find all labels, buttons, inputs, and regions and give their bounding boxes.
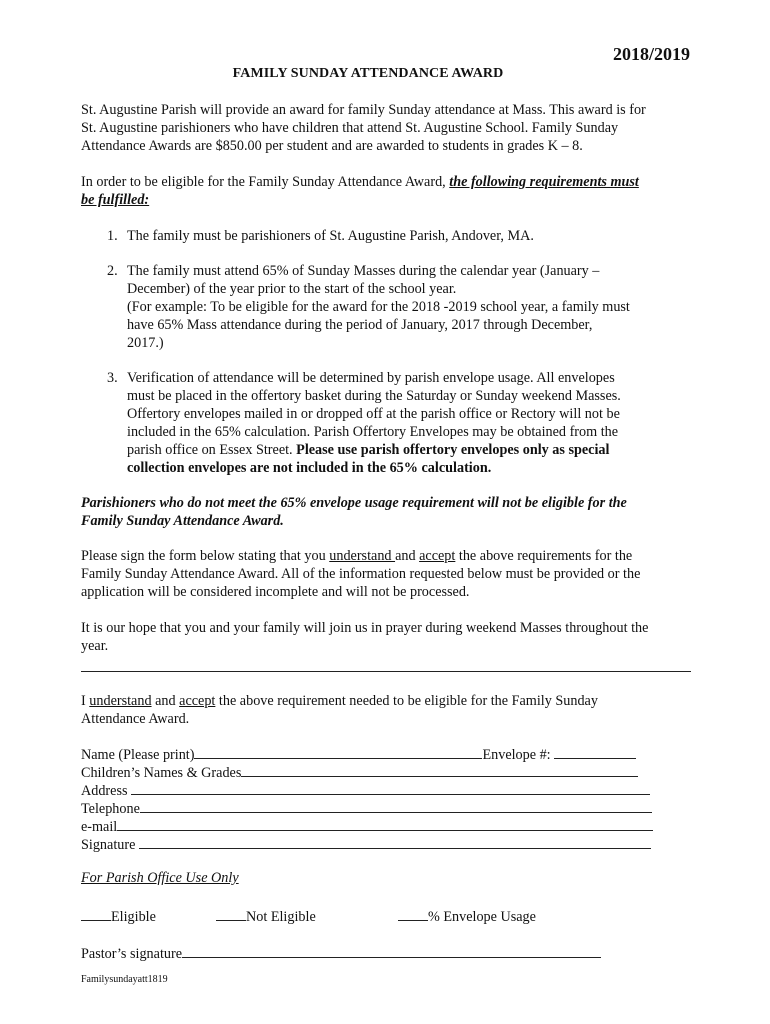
accept-underlined: accept [179,693,216,709]
understand-underlined: understand [89,693,152,709]
section-divider [81,671,691,672]
envelope-notice: Please use parish offertory envelopes only as special [296,442,610,458]
requirement-2 [107,262,693,352]
email-label: e-mail [81,819,118,835]
signature-row [81,835,651,854]
pastor-signature-field[interactable] [182,944,517,958]
address-row [81,781,650,800]
instruction-text: and [395,548,420,564]
understand-underlined: understand [329,548,396,564]
requirement-line: parish office on Essex Street. [127,442,297,458]
children-names-field[interactable] [241,763,638,777]
eligible-label: Eligible [111,909,156,925]
hope-line: It is our hope that you and your family will join us in prayer during weekend Masses throughout the [81,620,649,636]
ineligibility-warning [81,494,691,530]
requirement-line: must be placed in the offertory basket during the Saturday or Sunday weekend Masses. [127,388,621,404]
requirement-line: 2017.) [127,335,164,351]
instruction-line: Family Sunday Attendance Award. All of the information requested below must be provided or the [81,566,641,582]
pastor-signature-row [81,944,601,963]
requirement-line: have 65% Mass attendance during the period of January, 2017 through December, [127,317,593,333]
eligibility-paragraph [81,173,691,209]
instruction-line: application will be considered incomplete and will not be processed. [81,584,470,600]
acknowledgement-paragraph [81,692,691,728]
not-eligible-label: Not Eligible [246,909,316,925]
accept-underlined: accept [419,548,456,564]
telephone-label: Telephone [81,801,140,817]
not-eligible-blank[interactable] [216,907,246,921]
email-field[interactable] [117,817,653,831]
hope-paragraph [81,619,691,655]
envelope-number-field[interactable] [554,745,636,759]
ack-text: and [151,693,180,709]
pastor-date-field[interactable] [517,944,601,958]
eligible-blank[interactable] [81,907,111,921]
signature-label: Signature [81,837,139,853]
requirement-line: Offertory envelopes mailed in or dropped off at the parish office or Rectory will not be [127,406,620,422]
sign-instructions [81,547,691,601]
warning-line: Family Sunday Attendance Award. [81,513,284,529]
requirement-line: Verification of attendance will be determined by parish envelope usage. All envelopes [127,370,615,386]
intro-line: St. Augustine Parish will provide an award for family Sunday attendance at Mass. This award is for [81,102,646,118]
requirement-1 [107,227,693,245]
address-label: Address [81,783,132,799]
school-year: 2018/2019 [612,44,690,64]
envelope-usage-check [398,907,536,926]
office-use-heading: For Parish Office Use Only [81,870,239,886]
instruction-text: the above requirements for the [455,548,633,564]
requirement-3 [107,369,693,477]
name-field[interactable] [194,745,482,759]
eligible-check [81,907,156,926]
children-label: Children’s Names & Grades [81,765,242,781]
intro-paragraph [81,101,691,155]
intro-line: St. Augustine parishioners who have children that attend St. Augustine School. Family Sunday [81,120,619,136]
name-label: Name (Please print) [81,747,195,763]
ack-line: Attendance Award. [81,711,190,727]
requirements-emphasis: be fulfilled: [81,192,150,208]
requirement-line: The family must attend 65% of Sunday Masses during the calendar year (January – [127,263,600,279]
document-title: FAMILY SUNDAY ATTENDANCE AWARD [232,66,504,81]
ack-text: I [81,693,90,709]
requirement-line: December) of the year prior to the start of the school year. [127,281,457,297]
requirement-line: included in the 65% calculation. Parish Offertory Envelopes may be obtained from the [127,424,619,440]
requirements-emphasis: the following requirements must [449,174,639,190]
warning-line: Parishioners who do not meet the 65% envelope usage requirement will not be eligible for the [81,495,627,511]
requirement-number: 1. [107,228,118,244]
envelope-label: Envelope #: [482,747,555,763]
telephone-field[interactable] [140,799,652,813]
name-row [81,745,636,764]
hope-line: year. [81,638,109,654]
envelope-notice: collection envelopes are not included in the 65% calculation. [127,460,492,476]
envelope-usage-label: % Envelope Usage [428,909,536,925]
eligibility-lead: In order to be eligible for the Family Sunday Attendance Award, [81,174,450,190]
children-row [81,763,638,782]
requirement-line: (For example: To be eligible for the award for the 2018 -2019 school year, a family must [127,299,630,315]
envelope-usage-blank[interactable] [398,907,428,921]
address-field[interactable] [131,781,650,795]
form-code: Familysundayatt1819 [81,974,168,985]
intro-line: Attendance Awards are $850.00 per student and are awarded to students in grades K – 8. [81,138,583,154]
signature-field[interactable] [139,835,651,849]
not-eligible-check [216,907,316,926]
email-row [81,817,653,836]
requirement-number: 3. [107,370,118,386]
requirement-number: 2. [107,263,118,279]
pastor-signature-label: Pastor’s signature [81,946,183,962]
instruction-text: Please sign the form below stating that you [81,548,330,564]
requirement-line: The family must be parishioners of St. Augustine Parish, Andover, MA. [127,228,534,244]
telephone-row [81,799,652,818]
ack-text: the above requirement needed to be eligible for the Family Sunday [215,693,598,709]
